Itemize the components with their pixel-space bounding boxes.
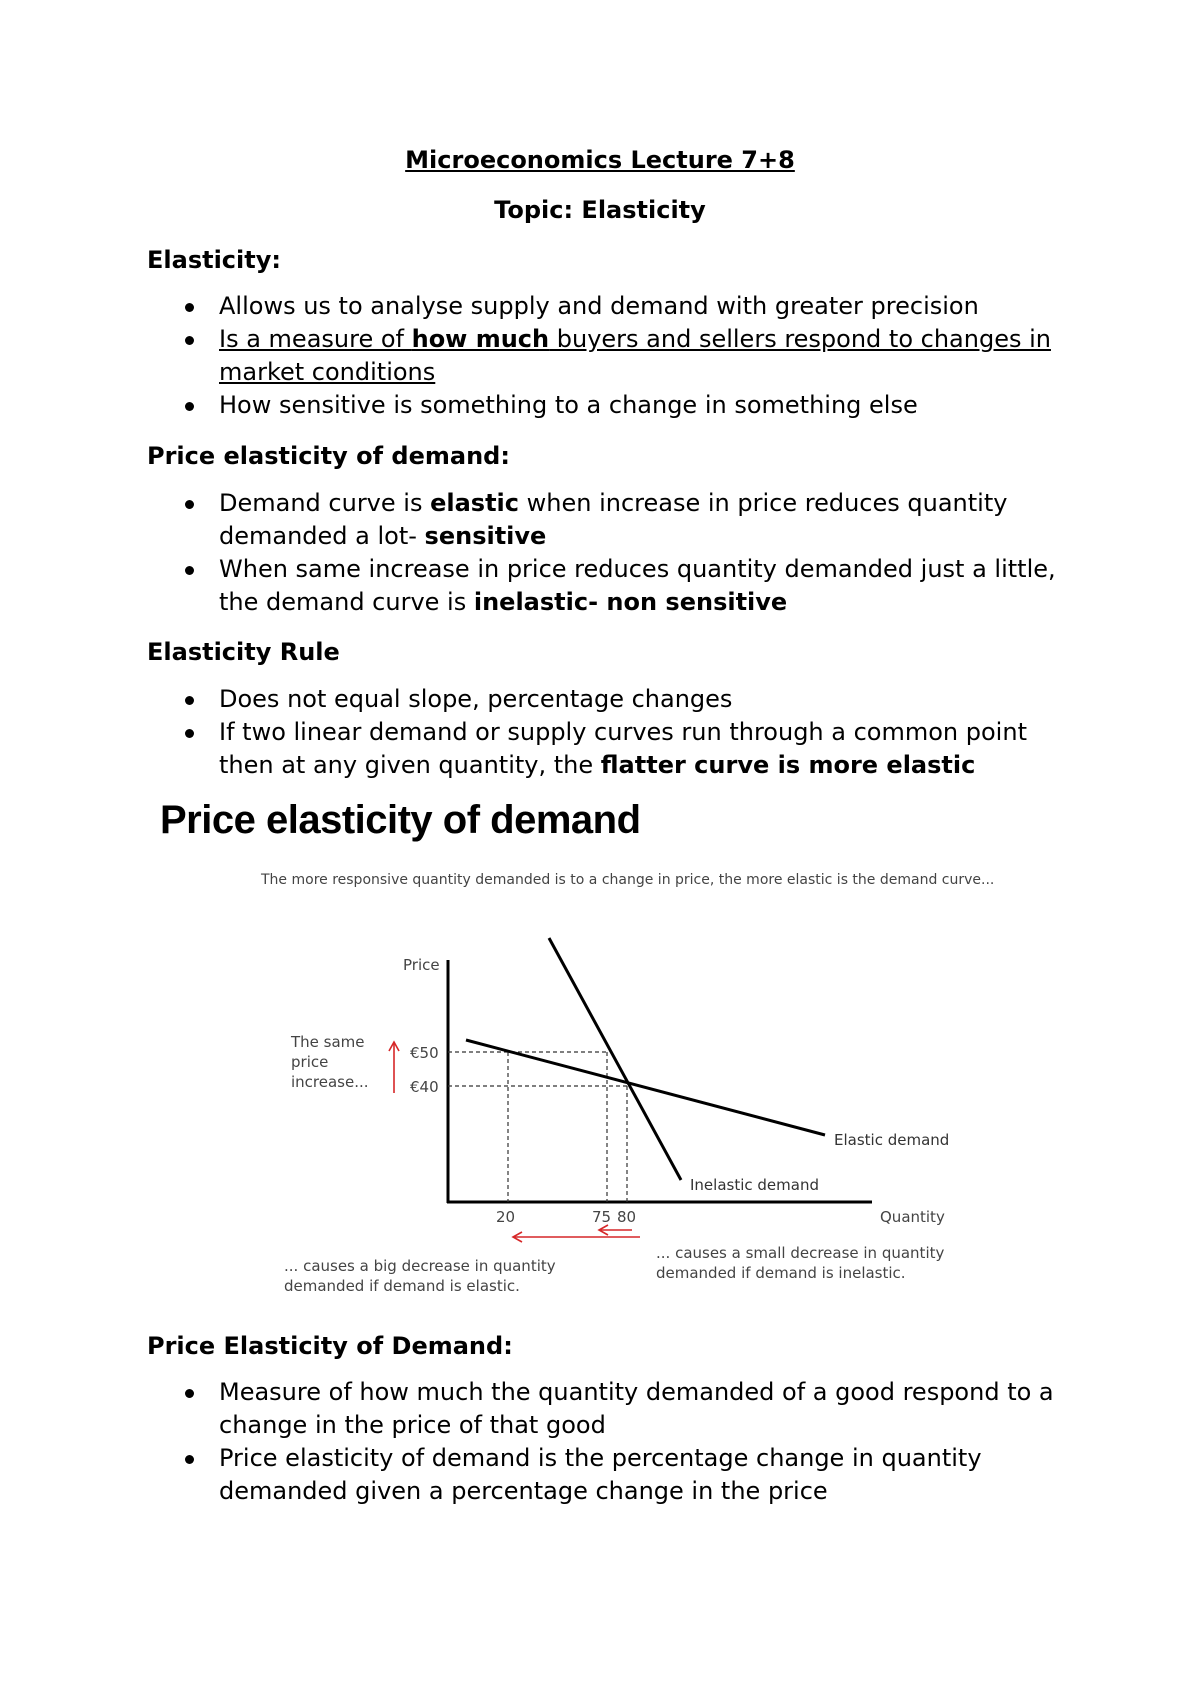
svg-text:... causes a big decrease in q: ... causes a big decrease in quantity <box>284 1257 556 1275</box>
list-item: When same increase in price reduces quantity demanded just a little, the demand curve is inelastic- non sensitive <box>147 553 1067 619</box>
demand-chart <box>0 860 1200 1300</box>
x-tick-label: 75 <box>592 1208 612 1226</box>
svg-text:demanded if demand is inelasti: demanded if demand is inelastic. <box>656 1264 906 1282</box>
series-label-elastic: Elastic demand <box>834 1131 950 1149</box>
list-item: Is a measure of how much buyers and sellers respond to changes in market conditions <box>147 323 1067 389</box>
bullet-icon <box>185 303 194 312</box>
bullet-icon <box>185 336 194 345</box>
price-elasticity-demand-list <box>147 1376 1067 1508</box>
bullet-icon <box>185 566 194 575</box>
bullet-icon <box>185 1455 194 1464</box>
y-axis-label: Price <box>403 956 440 974</box>
elasticity-list <box>147 290 1067 422</box>
elasticity-rule-list <box>147 683 1067 782</box>
list-item: Price elasticity of demand is the percentage change in quantity demanded given a percentage change in the price <box>147 1442 1067 1508</box>
heading-elasticity-rule: Elasticity Rule <box>147 638 340 666</box>
inelastic-demand-line <box>549 938 681 1180</box>
bullet-icon <box>185 402 194 411</box>
svg-text:The same: The same <box>291 1033 365 1051</box>
list-item: How sensitive is something to a change in something else <box>147 389 1067 422</box>
x-axis-label: Quantity <box>880 1208 945 1226</box>
svg-text:demanded if demand is elastic.: demanded if demand is elastic. <box>284 1277 520 1295</box>
topic-heading: Topic: Elasticity <box>494 196 706 224</box>
y-tick-label: €40 <box>410 1078 439 1096</box>
list-item: Does not equal slope, percentage changes <box>147 683 1067 716</box>
heading-elasticity: Elasticity: <box>147 246 281 274</box>
bullet-icon <box>185 1389 194 1398</box>
bullet-icon <box>185 729 194 738</box>
price-elasticity-list <box>147 487 1067 619</box>
document-title: Microeconomics Lecture 7+8 <box>405 146 795 174</box>
figure-title: Price elasticity of demand <box>160 798 641 842</box>
svg-text:price: price <box>291 1053 329 1071</box>
note-bottom-right <box>656 1244 944 1282</box>
series-label-inelastic: Inelastic demand <box>690 1176 819 1194</box>
bullet-icon <box>185 696 194 705</box>
list-item: Allows us to analyse supply and demand with greater precision <box>147 290 1067 323</box>
svg-text:increase...: increase... <box>291 1073 369 1091</box>
y-tick-label: €50 <box>410 1044 439 1062</box>
list-item: Demand curve is elastic when increase in price reduces quantity demanded a lot- sensitive <box>147 487 1067 553</box>
x-tick-label: 80 <box>617 1208 637 1226</box>
list-item: Measure of how much the quantity demanded of a good respond to a change in the price of that good <box>147 1376 1067 1442</box>
x-tick-label: 20 <box>496 1208 516 1226</box>
svg-text:... causes a small decrease in: ... causes a small decrease in quantity <box>656 1244 945 1262</box>
list-item: If two linear demand or supply curves run through a common point then at any given quantity, the flatter curve is more elastic <box>147 716 1067 782</box>
elastic-demand-line <box>466 1040 825 1135</box>
note-left <box>290 1033 369 1091</box>
heading-price-elasticity: Price elasticity of demand: <box>147 442 510 470</box>
note-bottom-left <box>284 1257 556 1295</box>
figure-subtitle: The more responsive quantity demanded is to a change in price, the more elastic is the demand curve... <box>261 872 995 888</box>
heading-price-elasticity-demand: Price Elasticity of Demand: <box>147 1332 513 1360</box>
bullet-icon <box>185 500 194 509</box>
